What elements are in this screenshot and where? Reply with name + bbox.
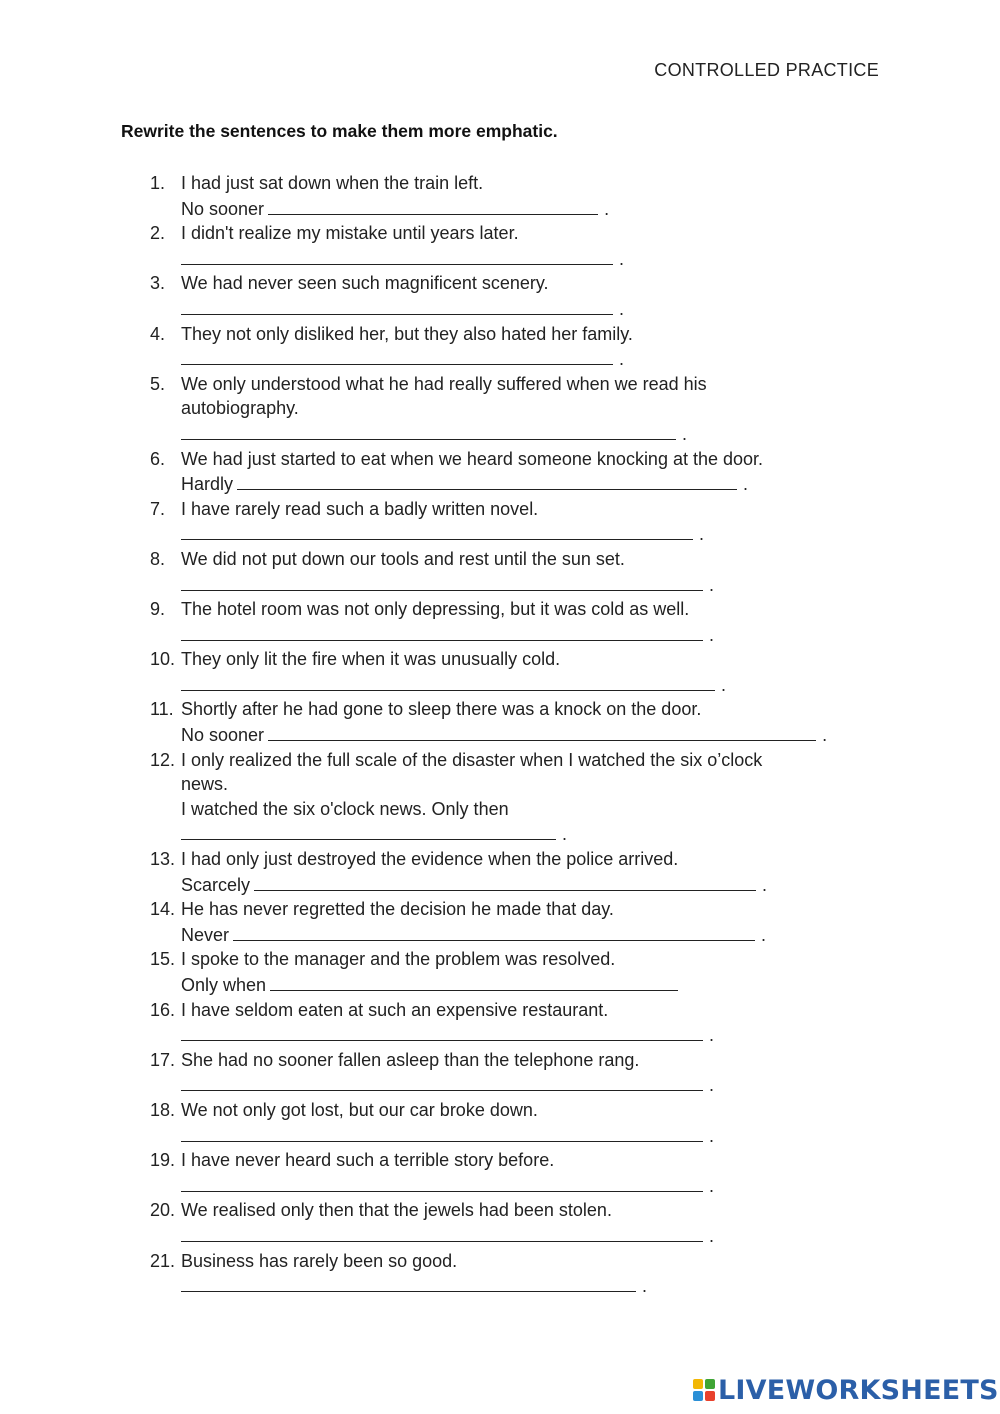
logo-text: LIVEWORKSHEETS (718, 1374, 999, 1406)
question-number: 5. (150, 373, 166, 394)
answer-line (181, 972, 870, 998)
answer-period: . (619, 349, 625, 370)
question-text: We had never seen such magnificent scenery. (181, 273, 549, 294)
answer-period: . (619, 298, 625, 319)
answer-blank[interactable] (233, 922, 755, 941)
answer-line (181, 622, 870, 648)
question-number: 6. (150, 448, 166, 469)
question-number: 1. (150, 173, 166, 193)
question-text: I didn't realize my mistake until years later. (181, 223, 519, 244)
question-text: autobiography. (181, 398, 299, 419)
question-body (181, 372, 870, 447)
question-item (150, 322, 870, 372)
answer-period: . (619, 248, 625, 269)
question-text: They not only disliked her, but they also hated her family. (181, 323, 633, 344)
answer-prefix: Scarcely (181, 874, 251, 895)
answer-period: . (562, 824, 568, 845)
answer-line (181, 1022, 870, 1048)
question-body (181, 1249, 870, 1299)
answer-line (181, 722, 870, 748)
answer-line (181, 421, 870, 447)
answer-blank[interactable] (181, 296, 613, 315)
answer-blank[interactable] (268, 196, 598, 215)
question-body (181, 547, 870, 597)
question-body (181, 1148, 870, 1198)
answer-period: . (604, 198, 610, 219)
answer-line (181, 872, 870, 898)
question-text: I had just sat down when the train left. (181, 173, 484, 193)
answer-blank[interactable] (270, 972, 678, 991)
question-item (150, 1198, 870, 1248)
answer-period: . (709, 1125, 715, 1146)
answer-blank[interactable] (181, 1173, 703, 1192)
question-item (150, 748, 870, 847)
question-item (150, 1048, 870, 1098)
question-list (150, 171, 870, 1299)
question-text: I have seldom eaten at such an expensive restaurant. (181, 999, 609, 1020)
answer-period: . (709, 1175, 715, 1196)
answer-period: . (709, 574, 715, 595)
answer-period: . (682, 423, 688, 444)
question-item (150, 372, 870, 447)
question-number: 17. (150, 1049, 176, 1070)
page-header: CONTROLLED PRACTICE (654, 60, 879, 80)
question-item (150, 547, 870, 597)
question-item (150, 647, 870, 697)
question-text: I watched the six o'clock news. Only then (181, 798, 509, 819)
question-number: 2. (150, 223, 166, 244)
question-text: She had no sooner fallen asleep than the telephone rang. (181, 1049, 640, 1070)
answer-blank[interactable] (181, 1072, 703, 1091)
answer-period: . (709, 1075, 715, 1096)
question-text: I spoke to the manager and the problem was resolved. (181, 949, 616, 970)
question-text: The hotel room was not only depressing, but it was cold as well. (181, 599, 690, 620)
question-text: We realised only then that the jewels had been stolen. (181, 1200, 612, 1221)
question-body (181, 497, 870, 547)
question-text: I have never heard such a terrible story before. (181, 1150, 555, 1171)
question-item (150, 847, 870, 897)
answer-line (181, 471, 870, 497)
answer-line (181, 572, 870, 598)
question-number: 16. (150, 999, 176, 1020)
question-number: 12. (150, 749, 176, 770)
question-item (150, 998, 870, 1048)
answer-blank[interactable] (181, 346, 613, 365)
answer-blank[interactable] (254, 872, 756, 891)
question-item (150, 897, 870, 947)
answer-line (181, 196, 870, 222)
question-number: 18. (150, 1099, 176, 1120)
answer-line (181, 1123, 870, 1149)
question-text: I have rarely read such a badly written novel. (181, 498, 539, 519)
answer-blank[interactable] (181, 622, 703, 641)
answer-prefix: Only when (181, 975, 267, 995)
answer-period: . (709, 1225, 715, 1246)
question-item (150, 447, 870, 497)
question-number: 9. (150, 599, 166, 620)
question-text: We only understood what he had really suffered when we read his (181, 373, 707, 394)
answer-line (181, 821, 870, 847)
answer-line (181, 922, 870, 948)
question-text: Shortly after he had gone to sleep there was a knock on the door. (181, 699, 702, 720)
answer-prefix: No sooner (181, 198, 265, 219)
logo-grid-icon (693, 1379, 715, 1401)
instruction-heading: Rewrite the sentences to make them more emphatic. (121, 121, 558, 141)
answer-prefix: No sooner (181, 725, 265, 746)
question-number: 19. (150, 1150, 176, 1171)
question-text: I only realized the full scale of the disaster when I watched the six o’clock (181, 749, 763, 770)
question-number: 4. (150, 323, 166, 344)
answer-line (181, 1173, 870, 1199)
question-text: They only lit the fire when it was unusually cold. (181, 649, 561, 670)
answer-line (181, 246, 870, 272)
answer-blank[interactable] (181, 821, 556, 840)
answer-prefix: Never (181, 924, 230, 945)
answer-line (181, 1273, 870, 1299)
question-text: He has never regretted the decision he made that day. (181, 899, 614, 920)
liveworksheets-logo (693, 1374, 999, 1406)
question-number: 13. (150, 849, 176, 870)
answer-blank[interactable] (181, 421, 676, 440)
question-text: We did not put down our tools and rest until the sun set. (181, 548, 625, 569)
question-item (150, 171, 870, 221)
question-item (150, 1249, 870, 1299)
answer-prefix: Hardly (181, 474, 234, 495)
question-item (150, 947, 870, 997)
question-item (150, 597, 870, 647)
question-body (181, 322, 870, 372)
question-text: Business has rarely been so good. (181, 1250, 458, 1271)
answer-period: . (699, 524, 705, 545)
question-body (181, 697, 870, 747)
question-body (181, 597, 870, 647)
answer-line (181, 1223, 870, 1249)
question-number: 15. (150, 949, 176, 970)
answer-blank[interactable] (268, 722, 816, 741)
question-number: 10. (150, 649, 176, 670)
question-text: I had only just destroyed the evidence when the police arrived. (181, 849, 679, 870)
question-body (181, 1098, 870, 1148)
question-body (181, 847, 870, 897)
answer-line (181, 672, 870, 698)
answer-period: . (822, 725, 828, 746)
question-body (181, 1048, 870, 1098)
question-item (150, 1098, 870, 1148)
question-body (181, 271, 870, 321)
answer-blank[interactable] (181, 1022, 703, 1041)
answer-line (181, 296, 870, 322)
answer-line (181, 521, 870, 547)
question-item (150, 697, 870, 747)
question-body (181, 171, 870, 221)
answer-blank[interactable] (181, 1223, 703, 1242)
answer-period: . (743, 474, 749, 495)
question-number: 7. (150, 498, 166, 519)
question-body (181, 998, 870, 1048)
question-item (150, 221, 870, 271)
question-body (181, 897, 870, 947)
answer-blank[interactable] (181, 246, 613, 265)
question-body (181, 647, 870, 697)
answer-blank[interactable] (181, 1273, 636, 1292)
answer-period: . (709, 1025, 715, 1046)
question-number: 20. (150, 1200, 176, 1221)
answer-period: . (721, 674, 727, 695)
answer-period: . (642, 1276, 648, 1297)
answer-line (181, 346, 870, 372)
question-body (181, 221, 870, 271)
answer-blank[interactable] (181, 672, 715, 691)
question-text: We had just started to eat when we heard someone knocking at the door. (181, 448, 764, 469)
question-body (181, 748, 870, 847)
answer-period: . (762, 874, 768, 895)
question-item (150, 497, 870, 547)
answer-line (181, 1072, 870, 1098)
question-number: 21. (150, 1250, 176, 1271)
question-number: 8. (150, 548, 166, 569)
answer-blank[interactable] (181, 521, 693, 540)
question-number: 14. (150, 899, 176, 920)
question-text: news. (181, 774, 229, 795)
question-item (150, 271, 870, 321)
question-body (181, 947, 870, 997)
question-number: 3. (150, 273, 166, 294)
answer-period: . (761, 924, 767, 945)
answer-blank[interactable] (181, 1123, 703, 1142)
question-number: 11. (150, 699, 174, 720)
answer-blank[interactable] (181, 572, 703, 591)
answer-blank[interactable] (237, 471, 737, 490)
answer-period: . (709, 624, 715, 645)
question-text: We not only got lost, but our car broke down. (181, 1099, 538, 1120)
question-body (181, 447, 870, 497)
question-body (181, 1198, 870, 1248)
question-item (150, 1148, 870, 1198)
